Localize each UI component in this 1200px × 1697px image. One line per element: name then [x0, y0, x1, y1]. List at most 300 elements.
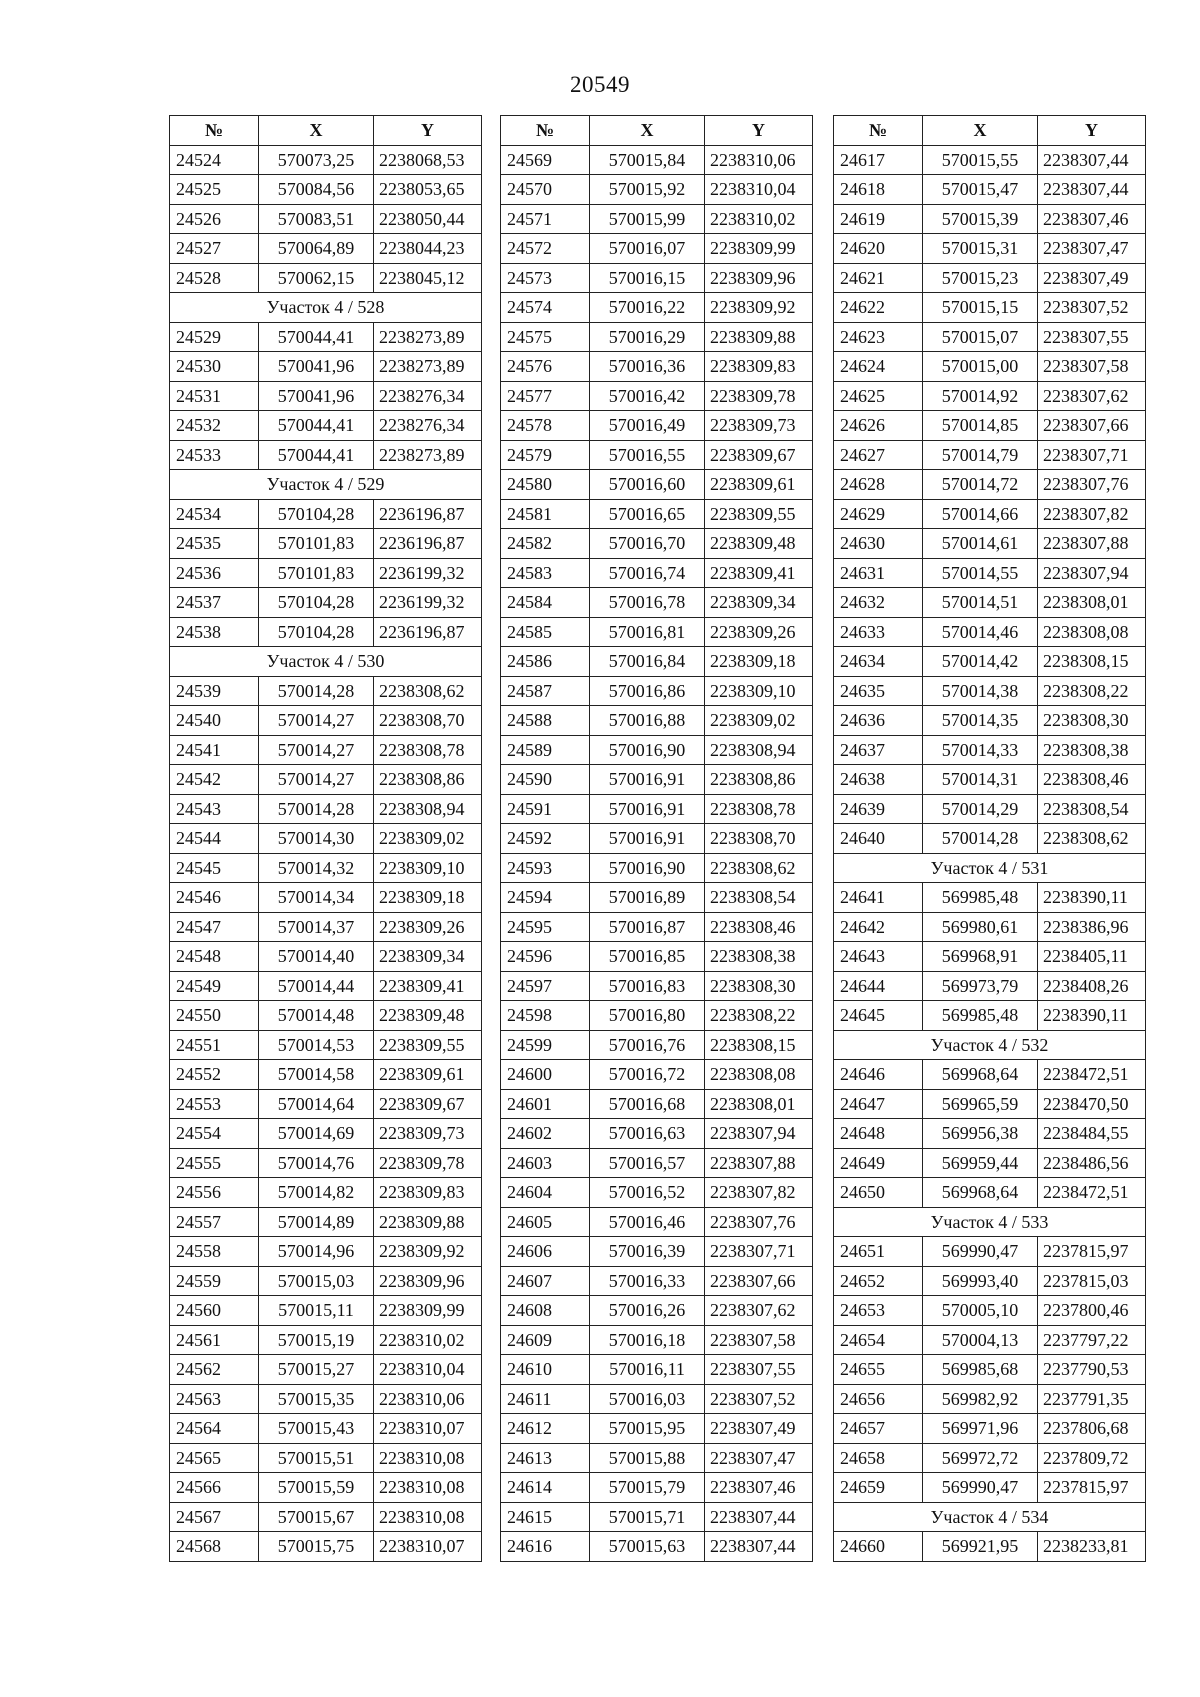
x-coordinate: 570015,19 — [259, 1325, 374, 1355]
x-coordinate: 570014,96 — [259, 1237, 374, 1267]
section-row — [834, 1207, 1146, 1237]
y-coordinate: 2238308,08 — [1038, 617, 1146, 647]
point-number: 24613 — [501, 1443, 590, 1473]
x-coordinate: 570016,68 — [590, 1089, 705, 1119]
table-row — [501, 1502, 813, 1532]
y-coordinate: 2237809,72 — [1038, 1443, 1146, 1473]
x-coordinate: 570014,33 — [923, 735, 1038, 765]
x-coordinate: 570016,22 — [590, 293, 705, 323]
y-coordinate: 2238308,15 — [1038, 647, 1146, 677]
y-coordinate: 2236196,87 — [374, 499, 482, 529]
section-row — [170, 647, 482, 677]
table-row — [170, 1384, 482, 1414]
table-row — [834, 411, 1146, 441]
point-number: 24552 — [170, 1060, 259, 1090]
point-number: 24639 — [834, 794, 923, 824]
x-coordinate: 570016,07 — [590, 234, 705, 264]
y-coordinate: 2238309,78 — [705, 381, 813, 411]
x-coordinate: 570016,72 — [590, 1060, 705, 1090]
y-coordinate: 2238309,34 — [705, 588, 813, 618]
x-coordinate: 570101,83 — [259, 558, 374, 588]
x-coordinate: 570016,87 — [590, 912, 705, 942]
x-coordinate: 570014,37 — [259, 912, 374, 942]
x-coordinate: 570015,00 — [923, 352, 1038, 382]
point-number: 24587 — [501, 676, 590, 706]
x-coordinate: 569972,72 — [923, 1443, 1038, 1473]
x-coordinate: 570016,65 — [590, 499, 705, 529]
x-coordinate: 570014,28 — [259, 676, 374, 706]
x-coordinate: 570014,55 — [923, 558, 1038, 588]
point-number: 24632 — [834, 588, 923, 618]
section-title: Участок 4 / 530 — [170, 647, 482, 677]
y-coordinate: 2238308,46 — [1038, 765, 1146, 795]
point-number: 24646 — [834, 1060, 923, 1090]
y-coordinate: 2238308,38 — [705, 942, 813, 972]
table-row — [170, 1089, 482, 1119]
table-row — [834, 647, 1146, 677]
x-coordinate: 570015,92 — [590, 175, 705, 205]
point-number: 24527 — [170, 234, 259, 264]
point-number: 24585 — [501, 617, 590, 647]
x-coordinate: 570014,28 — [923, 824, 1038, 854]
table-row — [170, 824, 482, 854]
table-row — [834, 883, 1146, 913]
point-number: 24598 — [501, 1001, 590, 1031]
point-number: 24553 — [170, 1089, 259, 1119]
table-row — [501, 794, 813, 824]
table-row — [501, 499, 813, 529]
point-number: 24555 — [170, 1148, 259, 1178]
point-number: 24605 — [501, 1207, 590, 1237]
x-coordinate: 570014,27 — [259, 706, 374, 736]
y-coordinate: 2238053,65 — [374, 175, 482, 205]
header-y: Y — [705, 116, 813, 146]
y-coordinate: 2238050,44 — [374, 204, 482, 234]
y-coordinate: 2238308,22 — [705, 1001, 813, 1031]
point-number: 24602 — [501, 1119, 590, 1149]
table-row — [170, 204, 482, 234]
y-coordinate: 2238309,26 — [705, 617, 813, 647]
x-coordinate: 570016,74 — [590, 558, 705, 588]
point-number: 24567 — [170, 1502, 259, 1532]
point-number: 24545 — [170, 853, 259, 883]
x-coordinate: 570016,29 — [590, 322, 705, 352]
y-coordinate: 2238309,88 — [374, 1207, 482, 1237]
y-coordinate: 2238045,12 — [374, 263, 482, 293]
table-header-row — [834, 116, 1146, 146]
x-coordinate: 570014,51 — [923, 588, 1038, 618]
y-coordinate: 2238310,04 — [374, 1355, 482, 1385]
point-number: 24591 — [501, 794, 590, 824]
point-number: 24525 — [170, 175, 259, 205]
table-row — [834, 1355, 1146, 1385]
table-row — [501, 1532, 813, 1562]
point-number: 24556 — [170, 1178, 259, 1208]
table-row — [501, 1178, 813, 1208]
table-row — [834, 175, 1146, 205]
x-coordinate: 570016,76 — [590, 1030, 705, 1060]
section-row — [834, 1030, 1146, 1060]
table-row — [170, 1266, 482, 1296]
x-coordinate: 570014,27 — [259, 735, 374, 765]
y-coordinate: 2238309,18 — [374, 883, 482, 913]
y-coordinate: 2238307,46 — [705, 1473, 813, 1503]
point-number: 24627 — [834, 440, 923, 470]
table-row — [501, 942, 813, 972]
table-row — [501, 706, 813, 736]
y-coordinate: 2238307,82 — [705, 1178, 813, 1208]
x-coordinate: 570015,27 — [259, 1355, 374, 1385]
y-coordinate: 2238276,34 — [374, 411, 482, 441]
x-coordinate: 570016,03 — [590, 1384, 705, 1414]
point-number: 24634 — [834, 647, 923, 677]
x-coordinate: 569959,44 — [923, 1148, 1038, 1178]
y-coordinate: 2238310,07 — [374, 1414, 482, 1444]
point-number: 24660 — [834, 1532, 923, 1562]
table-row — [170, 1178, 482, 1208]
x-coordinate: 569993,40 — [923, 1266, 1038, 1296]
table-row — [501, 1355, 813, 1385]
point-number: 24563 — [170, 1384, 259, 1414]
point-number: 24609 — [501, 1325, 590, 1355]
y-coordinate: 2238308,62 — [374, 676, 482, 706]
table-row — [170, 263, 482, 293]
table-row — [170, 1473, 482, 1503]
x-coordinate: 570044,41 — [259, 411, 374, 441]
table-row — [170, 1355, 482, 1385]
x-coordinate: 570014,89 — [259, 1207, 374, 1237]
header-num: № — [170, 116, 259, 146]
x-coordinate: 570016,18 — [590, 1325, 705, 1355]
table-row — [501, 853, 813, 883]
x-coordinate: 570015,03 — [259, 1266, 374, 1296]
point-number: 24623 — [834, 322, 923, 352]
table-row — [834, 293, 1146, 323]
x-coordinate: 570016,33 — [590, 1266, 705, 1296]
coordinates-table-1 — [169, 115, 482, 1562]
x-coordinate: 570016,85 — [590, 942, 705, 972]
table-row — [834, 263, 1146, 293]
table-row — [834, 145, 1146, 175]
table-row — [501, 735, 813, 765]
table-row — [834, 1060, 1146, 1090]
table-row — [170, 942, 482, 972]
y-coordinate: 2237815,97 — [1038, 1473, 1146, 1503]
x-coordinate: 570016,60 — [590, 470, 705, 500]
point-number: 24607 — [501, 1266, 590, 1296]
header-x: X — [923, 116, 1038, 146]
table-row — [170, 1060, 482, 1090]
y-coordinate: 2238309,55 — [705, 499, 813, 529]
table-row — [501, 1207, 813, 1237]
point-number: 24631 — [834, 558, 923, 588]
table-row — [501, 765, 813, 795]
x-coordinate: 570014,35 — [923, 706, 1038, 736]
y-coordinate: 2238309,55 — [374, 1030, 482, 1060]
y-coordinate: 2237815,03 — [1038, 1266, 1146, 1296]
y-coordinate: 2238308,15 — [705, 1030, 813, 1060]
x-coordinate: 570016,91 — [590, 794, 705, 824]
y-coordinate: 2238233,81 — [1038, 1532, 1146, 1562]
x-coordinate: 570016,86 — [590, 676, 705, 706]
y-coordinate: 2238273,89 — [374, 440, 482, 470]
table-row — [834, 558, 1146, 588]
point-number: 24584 — [501, 588, 590, 618]
point-number: 24533 — [170, 440, 259, 470]
point-number: 24625 — [834, 381, 923, 411]
x-coordinate: 570016,70 — [590, 529, 705, 559]
y-coordinate: 2238307,49 — [1038, 263, 1146, 293]
table-row — [501, 1001, 813, 1031]
point-number: 24537 — [170, 588, 259, 618]
y-coordinate: 2238309,10 — [374, 853, 482, 883]
x-coordinate: 570016,26 — [590, 1296, 705, 1326]
x-coordinate: 570015,55 — [923, 145, 1038, 175]
table-row — [170, 1207, 482, 1237]
table-row — [501, 175, 813, 205]
y-coordinate: 2238273,89 — [374, 322, 482, 352]
point-number: 24575 — [501, 322, 590, 352]
y-coordinate: 2238307,44 — [1038, 145, 1146, 175]
section-row — [834, 853, 1146, 883]
table-row — [170, 676, 482, 706]
point-number: 24526 — [170, 204, 259, 234]
y-coordinate: 2238309,92 — [705, 293, 813, 323]
y-coordinate: 2238309,48 — [705, 529, 813, 559]
point-number: 24647 — [834, 1089, 923, 1119]
x-coordinate: 570044,41 — [259, 440, 374, 470]
point-number: 24615 — [501, 1502, 590, 1532]
point-number: 24606 — [501, 1237, 590, 1267]
y-coordinate: 2238308,01 — [705, 1089, 813, 1119]
x-coordinate: 570044,41 — [259, 322, 374, 352]
table-row — [170, 322, 482, 352]
x-coordinate: 570014,85 — [923, 411, 1038, 441]
table-row — [170, 145, 482, 175]
point-number: 24580 — [501, 470, 590, 500]
coordinates-table-3 — [833, 115, 1146, 1562]
y-coordinate: 2238310,02 — [374, 1325, 482, 1355]
x-coordinate: 570016,78 — [590, 588, 705, 618]
x-coordinate: 570016,63 — [590, 1119, 705, 1149]
x-coordinate: 569985,48 — [923, 883, 1038, 913]
point-number: 24565 — [170, 1443, 259, 1473]
y-coordinate: 2238308,30 — [1038, 706, 1146, 736]
y-coordinate: 2237797,22 — [1038, 1325, 1146, 1355]
x-coordinate: 570083,51 — [259, 204, 374, 234]
x-coordinate: 570015,43 — [259, 1414, 374, 1444]
x-coordinate: 570014,46 — [923, 617, 1038, 647]
y-coordinate: 2238308,38 — [1038, 735, 1146, 765]
point-number: 24589 — [501, 735, 590, 765]
point-number: 24568 — [170, 1532, 259, 1562]
table-row — [501, 381, 813, 411]
x-coordinate: 570014,27 — [259, 765, 374, 795]
point-number: 24645 — [834, 1001, 923, 1031]
point-number: 24581 — [501, 499, 590, 529]
x-coordinate: 570084,56 — [259, 175, 374, 205]
x-coordinate: 570016,15 — [590, 263, 705, 293]
y-coordinate: 2236199,32 — [374, 588, 482, 618]
x-coordinate: 570014,29 — [923, 794, 1038, 824]
table-row — [501, 411, 813, 441]
x-coordinate: 570014,58 — [259, 1060, 374, 1090]
table-row — [501, 263, 813, 293]
table-row — [170, 883, 482, 913]
point-number: 24576 — [501, 352, 590, 382]
header-num: № — [501, 116, 590, 146]
point-number: 24588 — [501, 706, 590, 736]
table-row — [170, 352, 482, 382]
x-coordinate: 570014,53 — [259, 1030, 374, 1060]
y-coordinate: 2238307,58 — [1038, 352, 1146, 382]
y-coordinate: 2238308,78 — [374, 735, 482, 765]
y-coordinate: 2238309,34 — [374, 942, 482, 972]
point-number: 24603 — [501, 1148, 590, 1178]
table-row — [501, 1473, 813, 1503]
header-y: Y — [1038, 116, 1146, 146]
table-row — [501, 1414, 813, 1444]
x-coordinate: 569982,92 — [923, 1384, 1038, 1414]
x-coordinate: 570104,28 — [259, 617, 374, 647]
point-number: 24540 — [170, 706, 259, 736]
point-number: 24546 — [170, 883, 259, 913]
table-row — [834, 735, 1146, 765]
y-coordinate: 2238276,34 — [374, 381, 482, 411]
x-coordinate: 570062,15 — [259, 263, 374, 293]
y-coordinate: 2238309,73 — [705, 411, 813, 441]
point-number: 24616 — [501, 1532, 590, 1562]
y-coordinate: 2238068,53 — [374, 145, 482, 175]
table-row — [170, 912, 482, 942]
y-coordinate: 2238309,99 — [705, 234, 813, 264]
point-number: 24571 — [501, 204, 590, 234]
table-header-row — [170, 116, 482, 146]
table-row — [501, 1384, 813, 1414]
point-number: 24579 — [501, 440, 590, 470]
point-number: 24640 — [834, 824, 923, 854]
table-header-row — [501, 116, 813, 146]
y-coordinate: 2237806,68 — [1038, 1414, 1146, 1444]
x-coordinate: 570016,91 — [590, 765, 705, 795]
y-coordinate: 2236199,32 — [374, 558, 482, 588]
point-number: 24573 — [501, 263, 590, 293]
table-row — [170, 234, 482, 264]
section-title: Участок 4 / 533 — [834, 1207, 1146, 1237]
y-coordinate: 2238310,07 — [374, 1532, 482, 1562]
y-coordinate: 2238390,11 — [1038, 883, 1146, 913]
table-row — [501, 588, 813, 618]
table-row — [170, 853, 482, 883]
y-coordinate: 2237791,35 — [1038, 1384, 1146, 1414]
y-coordinate: 2238310,08 — [374, 1443, 482, 1473]
x-coordinate: 569990,47 — [923, 1237, 1038, 1267]
point-number: 24651 — [834, 1237, 923, 1267]
point-number: 24652 — [834, 1266, 923, 1296]
point-number: 24649 — [834, 1148, 923, 1178]
x-coordinate: 570073,25 — [259, 145, 374, 175]
y-coordinate: 2238309,96 — [705, 263, 813, 293]
table-row — [834, 440, 1146, 470]
y-coordinate: 2238308,54 — [1038, 794, 1146, 824]
x-coordinate: 570015,51 — [259, 1443, 374, 1473]
section-title: Участок 4 / 532 — [834, 1030, 1146, 1060]
x-coordinate: 570016,36 — [590, 352, 705, 382]
y-coordinate: 2238310,02 — [705, 204, 813, 234]
y-coordinate: 2238307,47 — [1038, 234, 1146, 264]
table-row — [170, 1119, 482, 1149]
y-coordinate: 2238309,83 — [374, 1178, 482, 1208]
table-row — [501, 558, 813, 588]
point-number: 24638 — [834, 765, 923, 795]
table-row — [834, 204, 1146, 234]
section-title: Участок 4 / 534 — [834, 1502, 1146, 1532]
y-coordinate: 2238308,01 — [1038, 588, 1146, 618]
y-coordinate: 2238309,92 — [374, 1237, 482, 1267]
y-coordinate: 2236196,87 — [374, 529, 482, 559]
point-number: 24650 — [834, 1178, 923, 1208]
table-row — [501, 617, 813, 647]
y-coordinate: 2238308,86 — [705, 765, 813, 795]
x-coordinate: 570016,52 — [590, 1178, 705, 1208]
point-number: 24566 — [170, 1473, 259, 1503]
table-row — [834, 676, 1146, 706]
y-coordinate: 2238307,62 — [1038, 381, 1146, 411]
table-row — [834, 1384, 1146, 1414]
y-coordinate: 2238307,88 — [1038, 529, 1146, 559]
y-coordinate: 2238307,66 — [1038, 411, 1146, 441]
point-number: 24530 — [170, 352, 259, 382]
table-row — [834, 234, 1146, 264]
x-coordinate: 570016,39 — [590, 1237, 705, 1267]
table-row — [834, 1296, 1146, 1326]
y-coordinate: 2238308,94 — [374, 794, 482, 824]
point-number: 24642 — [834, 912, 923, 942]
y-coordinate: 2238310,06 — [705, 145, 813, 175]
point-number: 24633 — [834, 617, 923, 647]
x-coordinate: 569921,95 — [923, 1532, 1038, 1562]
x-coordinate: 570016,57 — [590, 1148, 705, 1178]
x-coordinate: 570014,92 — [923, 381, 1038, 411]
y-coordinate: 2238310,06 — [374, 1384, 482, 1414]
x-coordinate: 570014,28 — [259, 794, 374, 824]
y-coordinate: 2238308,22 — [1038, 676, 1146, 706]
point-number: 24562 — [170, 1355, 259, 1385]
point-number: 24558 — [170, 1237, 259, 1267]
y-coordinate: 2238309,83 — [705, 352, 813, 382]
y-coordinate: 2238308,78 — [705, 794, 813, 824]
table-row — [834, 971, 1146, 1001]
x-coordinate: 570014,64 — [259, 1089, 374, 1119]
point-number: 24599 — [501, 1030, 590, 1060]
table-row — [834, 794, 1146, 824]
x-coordinate: 570015,79 — [590, 1473, 705, 1503]
y-coordinate: 2238307,76 — [705, 1207, 813, 1237]
table-row — [834, 499, 1146, 529]
point-number: 24594 — [501, 883, 590, 913]
table-row — [834, 1325, 1146, 1355]
table-row — [501, 529, 813, 559]
point-number: 24626 — [834, 411, 923, 441]
coordinates-table-2 — [500, 115, 813, 1562]
x-coordinate: 570016,81 — [590, 617, 705, 647]
point-number: 24643 — [834, 942, 923, 972]
x-coordinate: 570015,88 — [590, 1443, 705, 1473]
y-coordinate: 2238307,47 — [705, 1443, 813, 1473]
point-number: 24597 — [501, 971, 590, 1001]
table-row — [170, 1502, 482, 1532]
table-row — [170, 1325, 482, 1355]
